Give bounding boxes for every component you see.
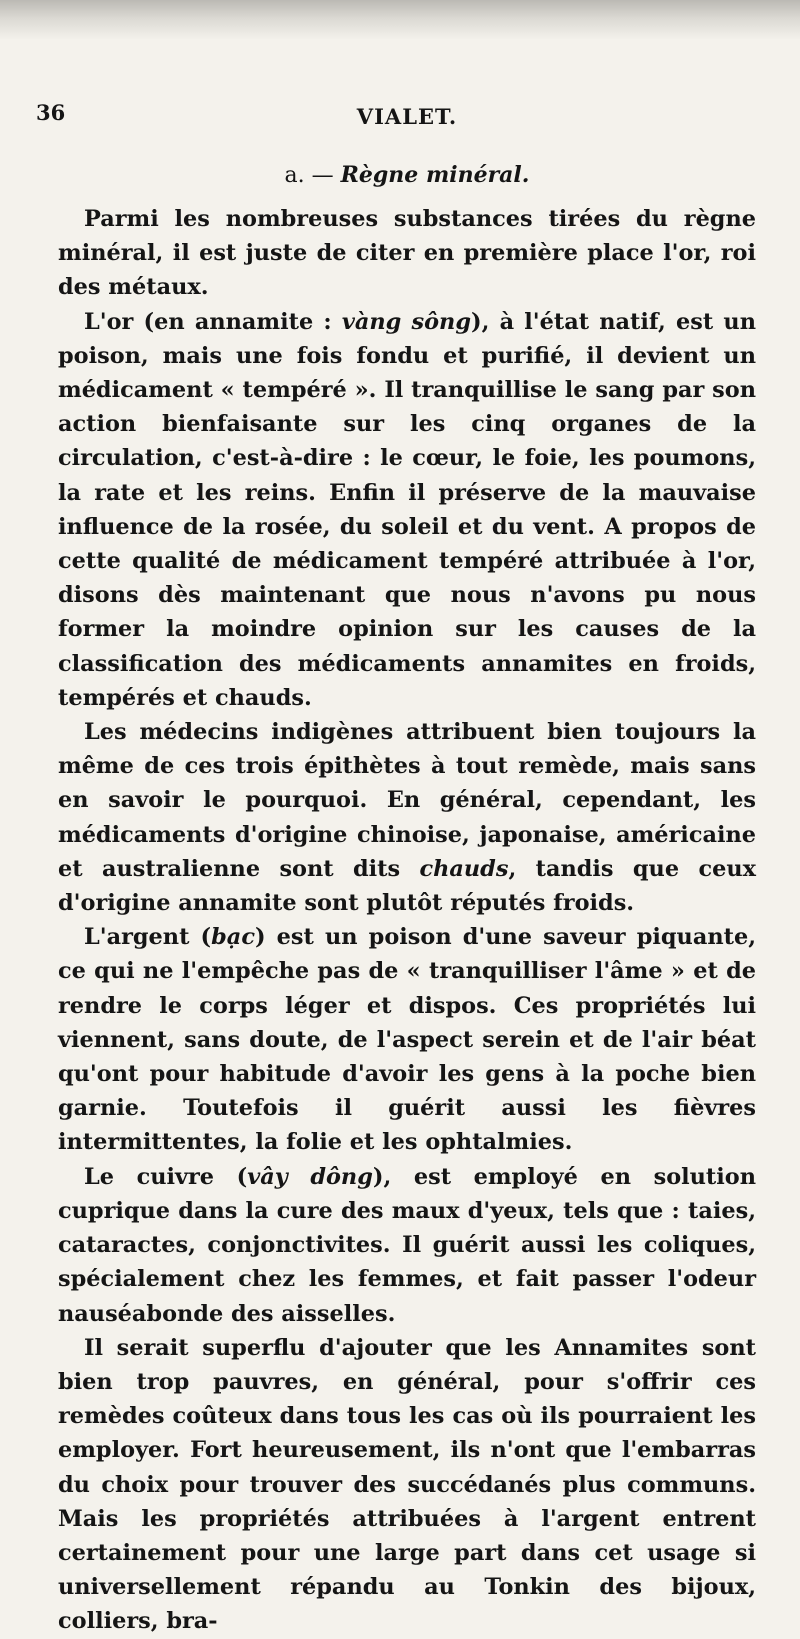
page-header: [36, 100, 756, 140]
text-run: , tandis que ceux d'origine annamite sont plutôt réputés froids.: [58, 855, 756, 917]
paragraph: [58, 202, 756, 305]
text-run: Il serait superflu d'ajouter que les Annamites sont bien trop pauvres, en général, pour s'offrir ces remèdes coûteux dans tous les cas où ils pourraient les employer. Fort heureusement, ils n'ont que l'embarras du choix pour trouver des succédanés plus communs. Mais les propriétés attribuées à l'argent entrent certainement pour une large part dans cet usage si universellement répandu au Tonkin des bijoux, colliers, bra-: [58, 1334, 756, 1635]
text-run: ), est employé en solution cuprique dans la cure des maux d'yeux, tels que : taies, cataractes, conjonctivites. Il guérit aussi les coliques, spécialement chez les femmes, et fait passer l'odeur nauséabonde des aisselles.: [58, 1163, 756, 1327]
page: [36, 100, 756, 1639]
paragraph: [58, 920, 756, 1159]
italic-term: chauds: [419, 855, 509, 882]
paragraph: [58, 715, 756, 920]
text-run: L'argent (: [84, 924, 212, 951]
italic-term: bạc: [211, 924, 255, 951]
paragraph: [58, 1331, 756, 1639]
text-run: L'or (en annamite :: [84, 308, 342, 335]
italic-term: vàng sông: [341, 308, 471, 335]
text-run: Le cuivre (: [84, 1163, 248, 1190]
body-text: [58, 202, 756, 1639]
italic-term: vây dông: [247, 1163, 373, 1190]
text-run: ), à l'état natif, est un poison, mais une fois fondu et purifié, il devient un médicament « tempéré ». Il tranquillise le sang par son action bienfaisante sur les cinq organes de la circulation, c'est-à-dire : le cœur, le foie, les poumons, la rate et les reins. Enfin il préserve de la mauvaise influence de la rosée, du soleil et du vent. A propos de cette qualité de médicament tempéré attribuée à l'or, disons dès maintenant que nous n'avons pu nous former la moindre opinion sur les causes de la classification des médicaments annamites en froids, tempérés et chauds.: [58, 308, 756, 711]
section-label: a. —: [284, 163, 334, 188]
paragraph: [58, 305, 756, 715]
text-run: Parmi les nombreuses substances tirées du règne minéral, il est juste de citer en première place l'or, roi des métaux.: [58, 206, 756, 301]
text-run: Les médecins indigènes attribuent bien toujours la même de ces trois épithètes à tout remède, mais sans en savoir le pourquoi. En général, cependant, les médicaments d'origine chinoise, japonaise, américaine et australienne sont dits: [58, 719, 756, 882]
scan-edge-shadow: [0, 0, 800, 40]
running-head: VIALET.: [356, 104, 458, 129]
section-title: Règne minéral.: [340, 162, 530, 188]
page-number: 36: [36, 100, 66, 125]
text-run: ) est un poison d'une saveur piquante, ce qui ne l'empêche pas de « tranquilliser l'âme » et de rendre le corps léger et dispos. Ces propriétés lui viennent, sans doute, de l'aspect serein et de l'air béat qu'ont pour habitude d'avoir les gens à la poche bien garnie. Toutefois il guérit aussi les fièvres intermittentes, la folie et les ophtalmies.: [58, 924, 756, 1156]
paragraph: [58, 1160, 756, 1331]
section-heading: [58, 162, 756, 188]
